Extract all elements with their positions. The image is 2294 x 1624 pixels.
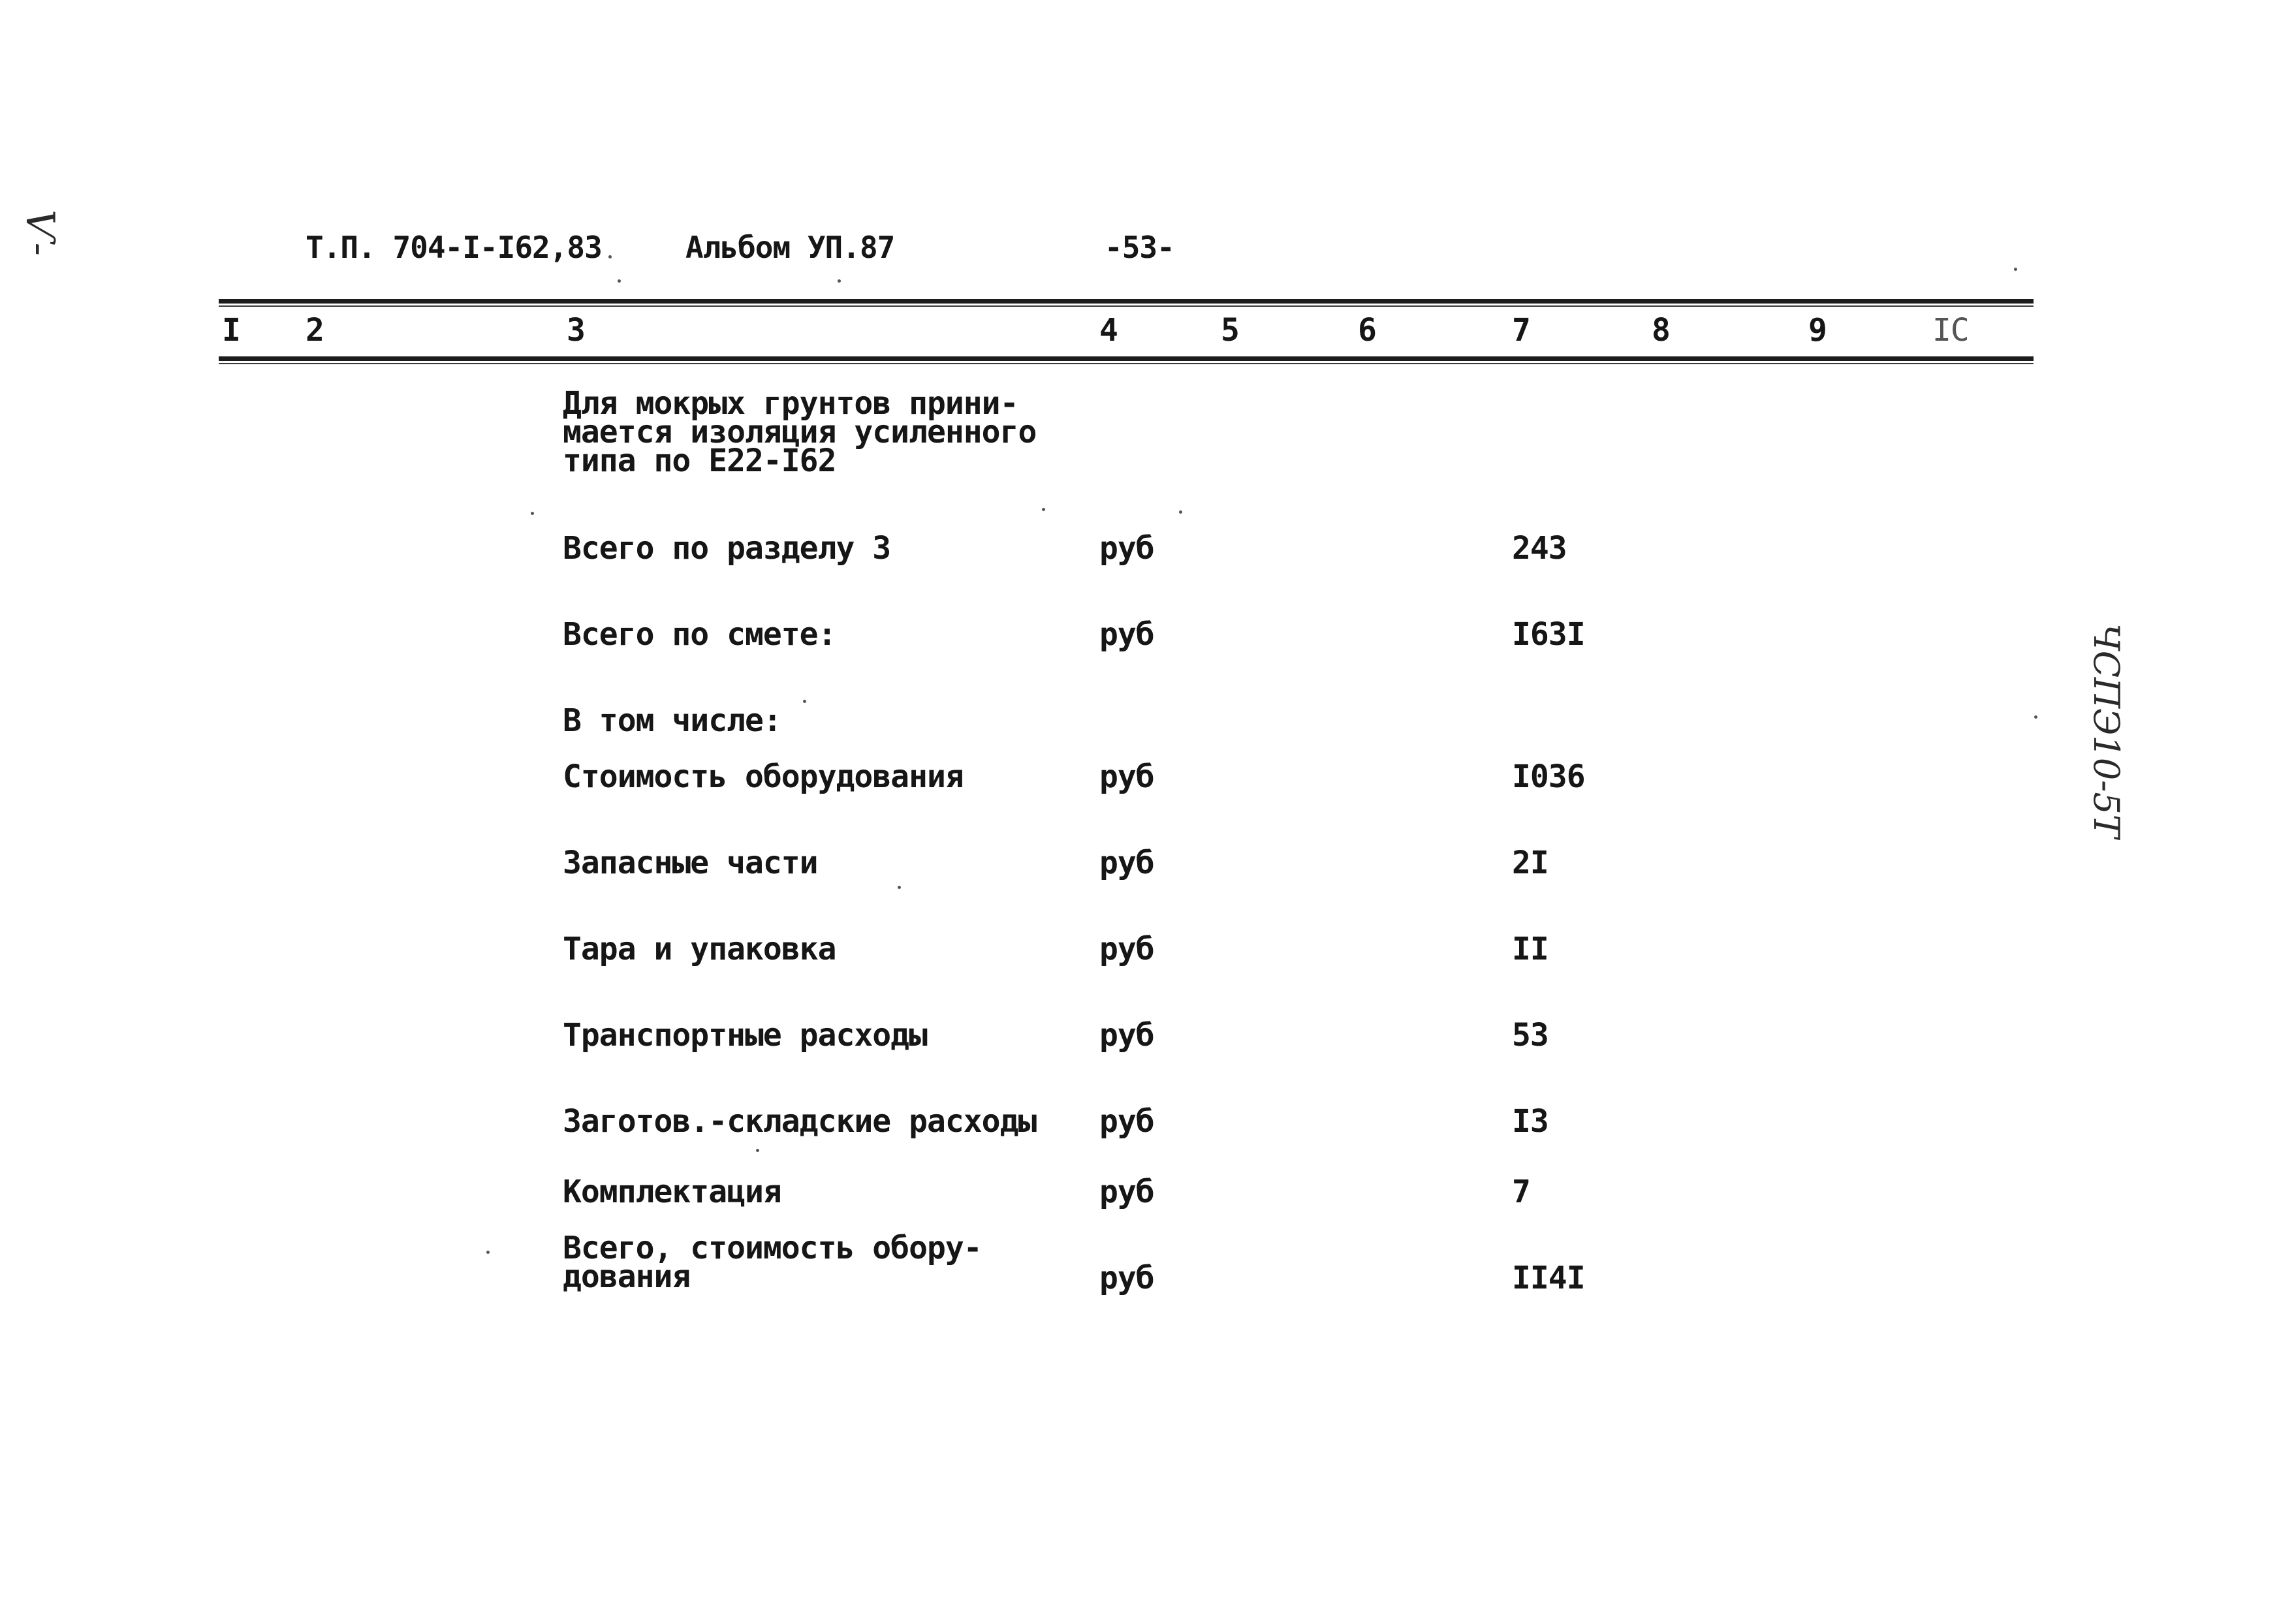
table-top-rule-thin (219, 305, 2034, 307)
column-number-9: 9 (1808, 312, 1827, 349)
row-unit: руб (1099, 1260, 1154, 1296)
row-label: Всего по разделу 3 (563, 530, 891, 567)
row-label: Комплектация (563, 1174, 781, 1210)
scan-speck (618, 279, 621, 283)
scan-speck (898, 886, 901, 889)
row-amount: I3 (1512, 1103, 1548, 1140)
scan-speck (1179, 510, 1182, 514)
scan-speck (756, 1149, 759, 1152)
row-unit: руб (1099, 530, 1154, 567)
column-number-4: 4 (1099, 312, 1118, 349)
note-line-3: типа по Е22-I62 (563, 443, 836, 479)
row-unit: руб (1099, 1103, 1154, 1140)
row-amount: II (1512, 931, 1548, 967)
row-label-line-2: дования (563, 1258, 691, 1295)
table-header-bottom-rule (219, 356, 2034, 361)
scan-speck (608, 255, 612, 258)
row-unit: руб (1099, 1174, 1154, 1210)
row-label: Тара и упаковка (563, 931, 836, 967)
note-line-1: Для мокрых грунтов прини- (563, 385, 1018, 422)
scan-speck (531, 512, 534, 515)
row-unit: руб (1099, 758, 1154, 795)
row-amount: 7 (1512, 1174, 1530, 1210)
row-amount: 2I (1512, 845, 1548, 881)
scan-speck (2034, 715, 2037, 719)
row-amount: II4I (1512, 1260, 1585, 1296)
row-amount: I036 (1512, 758, 1585, 795)
column-number-10: IC (1932, 312, 1969, 349)
left-margin-handwritten-note: Ѵ- (17, 209, 63, 256)
column-number-7: 7 (1512, 312, 1530, 349)
scan-speck (2014, 268, 2017, 271)
row-unit: руб (1099, 616, 1154, 653)
row-label: Запасные части (563, 845, 818, 881)
note-line-2: мается изоляция усиленного (563, 414, 1037, 450)
scan-speck (803, 700, 806, 703)
row-label-line-1: Всего, стоимость обору- (563, 1230, 982, 1266)
row-label: Заготов.-складские расходы (563, 1103, 1037, 1140)
column-number-2: 2 (306, 312, 324, 349)
row-label: Всего по смете: (563, 616, 836, 653)
row-amount: 243 (1512, 530, 1567, 567)
table-top-rule (219, 299, 2034, 304)
row-amount: I63I (1512, 616, 1585, 653)
row-unit: руб (1099, 1017, 1154, 1054)
scan-speck (1042, 508, 1045, 511)
column-number-5: 5 (1221, 312, 1239, 349)
column-number-3: 3 (567, 312, 585, 349)
document-designation: Т.П. 704-I-I62,83 (306, 230, 602, 265)
row-unit: руб (1099, 845, 1154, 881)
scan-speck (838, 279, 841, 283)
row-label: Транспортные расходы (563, 1017, 927, 1054)
column-number-1: I (222, 312, 240, 349)
table-header-bottom-rule-thin (219, 363, 2034, 364)
column-number-8: 8 (1652, 312, 1670, 349)
scan-speck (486, 1251, 490, 1254)
page-number: -53- (1105, 230, 1174, 265)
row-unit: руб (1099, 931, 1154, 967)
album-number: Альбом УП.87 (685, 230, 895, 265)
row-label: В том числе: (563, 702, 781, 739)
right-margin-handwritten-inventory-number: ЧСПЭ10-5Т (2086, 623, 2127, 838)
row-amount: 53 (1512, 1017, 1548, 1054)
column-number-6: 6 (1358, 312, 1376, 349)
row-label: Стоимость оборудования (563, 758, 964, 795)
